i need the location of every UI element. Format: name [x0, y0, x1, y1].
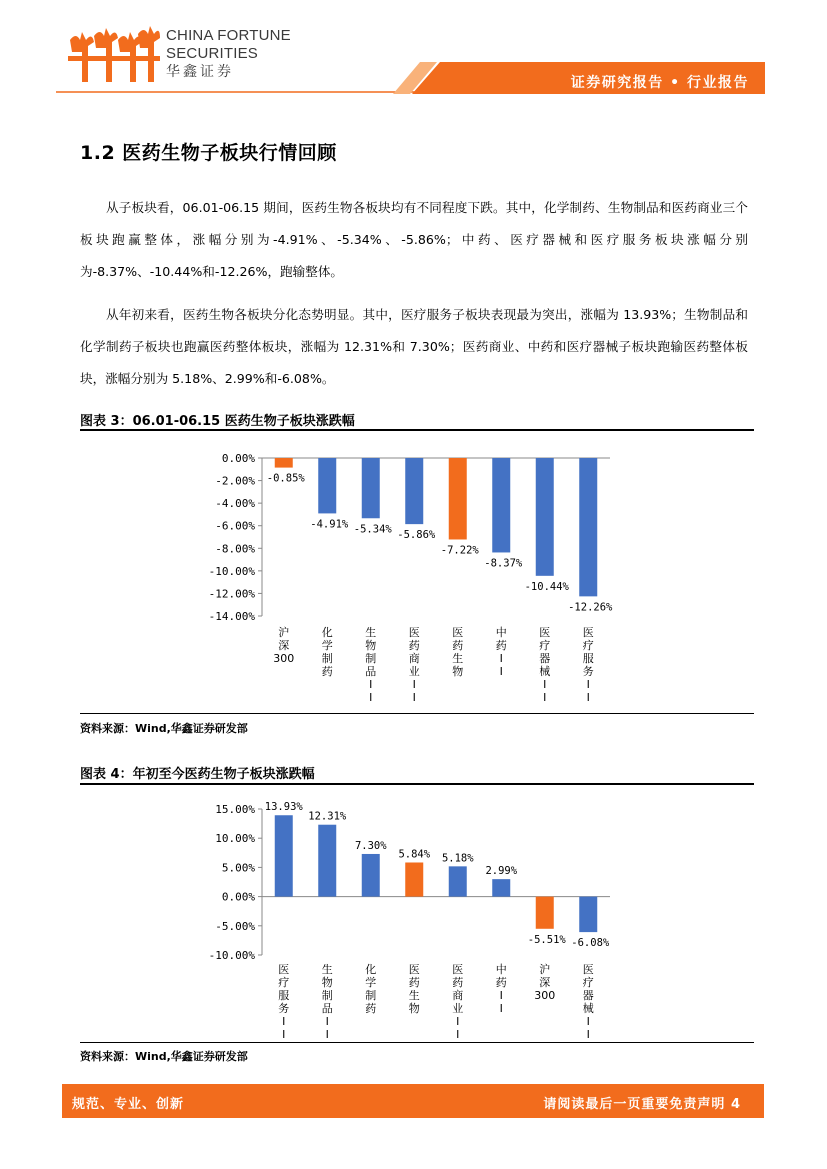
x-category-label: 医药商业 I I: [408, 626, 420, 704]
y-tick-label: 10.00%: [215, 832, 255, 846]
figure3-title: 图表 3：06.01-06.15 医药生物子板块涨跌幅: [80, 414, 355, 429]
bar: [536, 897, 554, 929]
bar: [275, 458, 293, 468]
figure4-chart: [80, 790, 754, 1040]
bar: [405, 458, 423, 524]
figure4-top-rule: [80, 783, 754, 785]
bar: [405, 862, 423, 896]
data-label: -7.22%: [440, 544, 479, 557]
y-tick-label: 15.00%: [215, 803, 255, 816]
bar: [362, 458, 380, 518]
y-tick-label: -10.00%: [208, 949, 255, 962]
y-tick-label: 0.00%: [221, 890, 255, 904]
y-tick-label: -4.00%: [215, 497, 255, 511]
figure3-top-rule: [80, 429, 754, 431]
data-label: -5.51%: [527, 933, 566, 946]
data-label: -5.86%: [397, 529, 436, 542]
bar: [492, 458, 510, 552]
x-category-label: 医疗服务 I I: [278, 963, 290, 1040]
data-label: 13.93%: [264, 801, 303, 814]
bar: [536, 458, 554, 576]
bar: [318, 458, 336, 513]
bar: [449, 458, 467, 539]
x-category-label: 医疗服务 I I: [582, 626, 594, 704]
figure4-title: 图表 4：年初至今医药生物子板块涨跌幅: [80, 767, 315, 782]
figure3-chart: [80, 440, 754, 710]
paragraph-1: 从子板块看，06.01-06.15 期间，医药生物各板块均有不同程度下跌。其中，化学制药、生物制品和医药商业三个板块跑赢整体，涨幅分别为-4.91%、-5.34%、-5.86%；中药、医疗器械和医疗服务板块涨幅分别为-8.37%、-10.44%和-12.26%，跑输整体。: [80, 200, 748, 279]
footer-slogan: 规范、专业、创新: [72, 1097, 185, 1112]
company-name-en-line1: CHINA FORTUNE: [166, 27, 291, 44]
data-label: -6.08%: [571, 937, 610, 950]
y-tick-label: -5.00%: [215, 919, 255, 933]
china-fortune-logo-icon: [68, 22, 160, 84]
bar: [275, 815, 293, 896]
y-tick-label: -6.00%: [215, 519, 255, 533]
x-category-label: 化学制药: [365, 963, 377, 1015]
x-category-label: 生物制品 I I: [365, 626, 377, 704]
x-category-label: 医疗器械 I I: [582, 963, 594, 1040]
data-label: 2.99%: [485, 865, 518, 878]
company-name-en-line2: SECURITIES: [166, 45, 259, 62]
x-category-label: 中药 I I: [495, 626, 507, 678]
data-label: -4.91%: [310, 518, 349, 531]
data-label: -10.44%: [524, 580, 569, 593]
y-tick-label: -14.00%: [208, 610, 255, 623]
data-label: -8.37%: [484, 557, 523, 570]
section-title: 1.2 医药生物子板块行情回顾: [80, 142, 337, 164]
x-category-label: 生物制品 I I: [321, 963, 333, 1040]
y-tick-label: 0.00%: [221, 452, 255, 465]
data-label: -5.34%: [353, 523, 392, 536]
y-tick-label: -2.00%: [215, 474, 255, 488]
y-tick-label: -12.00%: [208, 587, 255, 601]
x-category-label: 医药生物: [408, 963, 420, 1015]
bar: [318, 825, 336, 897]
bar: [579, 458, 597, 596]
paragraph-2: 从年初来看，医药生物各板块分化态势明显。其中，医疗服务子板块表现最为突出，涨幅为 13.93%；生物制品和化学制药子板块也跑赢医药整体板块，涨幅为 12.31%和 7.30%；医药商业、中药和医疗器械子板块跑输医药整体板块，涨幅分别为 5.18%、2.99%和-6.08%。: [80, 307, 748, 386]
report-type-label: 证券研究报告 • 行业报告: [570, 75, 749, 91]
figure3-source: 资料来源：Wind,华鑫证券研发部: [80, 722, 248, 735]
data-label: 5.18%: [441, 852, 474, 865]
figure4-bottom-rule: [80, 1042, 754, 1043]
x-category-label: 医药生物: [452, 626, 464, 678]
y-tick-label: 5.00%: [221, 861, 255, 875]
bar: [492, 879, 510, 896]
x-category-label: 医药商业 I I: [452, 963, 464, 1040]
data-label: 12.31%: [308, 810, 347, 823]
x-category-label: 中药 I I: [495, 963, 507, 1015]
y-tick-label: -10.00%: [208, 564, 255, 578]
figure3-bottom-rule: [80, 713, 754, 714]
x-category-label: 沪深 300: [534, 963, 556, 1002]
x-category-label: 化学制药: [321, 626, 333, 678]
footer-disclaimer-note: 请阅读最后一页重要免责声明 4: [543, 1097, 741, 1112]
data-label: -12.26%: [568, 601, 613, 614]
company-name: [166, 27, 291, 81]
bar: [449, 866, 467, 896]
company-name-cn: 华鑫证券: [166, 64, 234, 80]
x-category-label: 医疗器械 I I: [539, 626, 551, 704]
data-label: -0.85%: [266, 472, 305, 485]
data-label: 7.30%: [354, 839, 387, 852]
bar: [579, 897, 597, 933]
y-tick-label: -8.00%: [215, 542, 255, 556]
x-category-label: 沪深 300: [273, 626, 295, 665]
bar: [362, 854, 380, 897]
data-label: 5.84%: [398, 848, 431, 861]
figure4-source: 资料来源：Wind,华鑫证券研发部: [80, 1050, 248, 1063]
